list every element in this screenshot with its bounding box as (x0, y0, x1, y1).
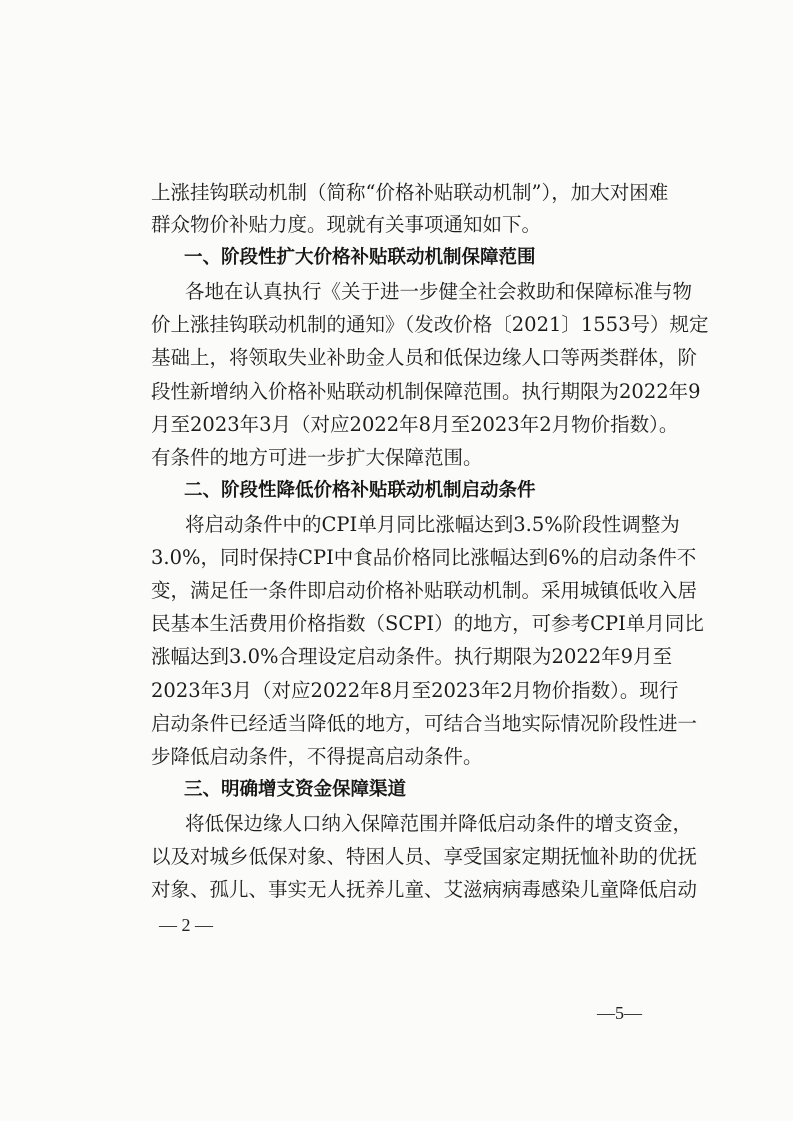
paragraph-line: 有条件的地方可进一步扩大保障范围。 (151, 446, 483, 469)
paragraph-line: 基础上，将领取失业补助金人员和低保边缘人口等两类群体，阶 (151, 346, 698, 369)
section-heading-2: 二、阶段性降低价格补贴联动机制启动条件 (184, 480, 536, 501)
paragraph-line: 对象、孤儿、事实无人抚养儿童、艾滋病病毒感染儿童降低启动 (151, 878, 698, 901)
outer-page-number: —5— (597, 1003, 642, 1023)
paragraph-line: 变，满足任一条件即启动价格补贴联动机制。采用城镇低收入居 (151, 579, 698, 602)
paragraph-line: 各地在认真执行《关于进一步健全社会救助和保障标准与物 (185, 280, 693, 303)
paragraph-line: 步降低启动条件，不得提高启动条件。 (151, 745, 483, 768)
paragraph-line: 月至2023年3月（对应2022年8月至2023年2月物价指数）。 (151, 413, 679, 436)
paragraph-line: 启动条件已经适当降低的地方，可结合当地实际情况阶段性进一 (151, 712, 698, 735)
paragraph-line: 将低保边缘人口纳入保障范围并降低启动条件的增支资金， (185, 812, 693, 835)
paragraph-line: 价上涨挂钩联动机制的通知》（发改价格〔2021〕1553号）规定 (151, 313, 709, 336)
paragraph-line: 段性新增纳入价格补贴联动机制保障范围。执行期限为2022年9 (151, 380, 701, 403)
paragraph-line: 2023年3月（对应2022年8月至2023年2月物价指数）。现行 (151, 679, 679, 702)
paragraph-line: 以及对城乡低保对象、特困人员、享受国家定期抚恤补助的优抚 (151, 845, 698, 868)
inner-page-number: — 2 — (159, 915, 213, 935)
paragraph-line: 3.0%，同时保持CPI中食品价格同比涨幅达到6%的启动条件不 (151, 546, 697, 569)
paragraph-line: 群众物价补贴力度。现就有关事项通知如下。 (151, 213, 542, 236)
section-heading-3: 三、明确增支资金保障渠道 (184, 779, 407, 800)
paragraph-line: 涨幅达到3.0%合理设定启动条件。执行期限为2022年9月至 (151, 645, 673, 668)
paragraph-line: 上涨挂钩联动机制（简称“价格补贴联动机制”），加大对困难 (151, 181, 669, 204)
paragraph-line: 将启动条件中的CPI单月同比涨幅达到3.5%阶段性调整为 (185, 513, 680, 536)
section-heading-1: 一、阶段性扩大价格补贴联动机制保障范围 (184, 247, 536, 268)
paragraph-line: 民基本生活费用价格指数（SCPI）的地方，可参考CPI单月同比 (151, 612, 704, 635)
